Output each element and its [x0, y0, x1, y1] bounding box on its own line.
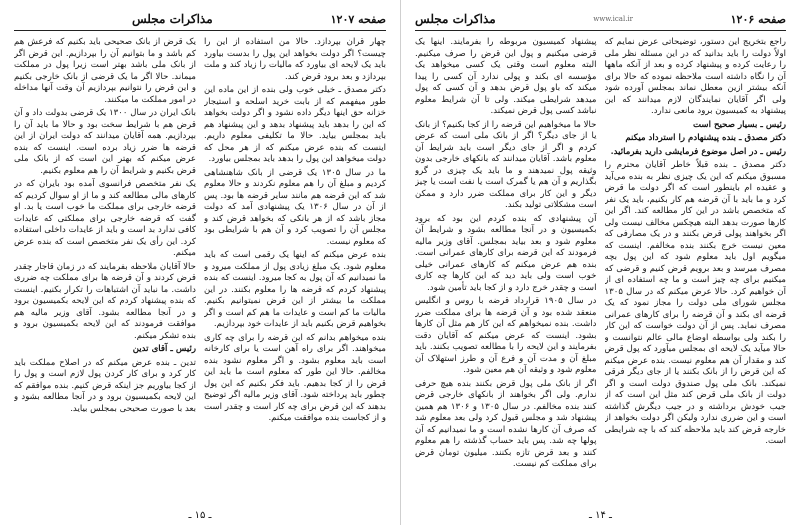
paragraph: دکتر مصدق ـ بنده قبلاً خاطر آقایان محترم را مسبوق میکنم که این یک چیزی نظر به بنده می‌آید و عقیده ام باینطور است که اگر دولت ما قرض کرد و ما باید با آن قرضه هم کار بکنیم، باید یک نفر که متخصص باشد در این کار مطالعه کند. اگر این کارها صورت بدهد البته هیچکس مخالف نیست ولی اگر بخواهند پولی قرض بکنند و در یک مصارفی که معین نیست خرج بکنند بنده مخالفم. اینست که میگویم اول باید معلوم شود که این پول بچه مصرف میرسد و بعد برویم قرض کنیم و قرضی که میکنیم برای چه چیز است و ما چه استفاده ای از آن خواهیم کرد. حالا عرض میکنم که در سال ۱۳۰۵ مجلس شورای ملی دولت را مجاز نمود که یک قرضه ای بکند و آن قرضه را برای کارهای عمرانی مصرف نماید. پس از آن دولت خواست که این کار را بکند ولی بواسطه اوضاع مالی عالم نتوانست و حالا میآید یک لایحه ای بمجلس میآورد که پول قرض کند و مقدار آن هم معلوم نیست. بنده عرض میکنم که این قرض را از بانک بکنند یا از جای دیگر فرقی نمیکند. بانک ملی پول صندوق دولت است و اگر دولت از بانک ملی قرض کند مثل این است که از جیب خودش برداشته و در جیب دیگرش گذاشته است و این ضرری ندارد ولیکن اگر دولت بخواهد از خارجه قرض کند باید ملاحظه کند که با چه شرایطی است. [604, 160, 786, 446]
right-page-site: www.ical.ir [593, 15, 634, 23]
paragraph: حالا آقایان ملاحظه بفرمایند که در زمان قاجار چقدر قرض کردند و آن قرضه ها برای مملکت چه ضرری داشت. ما نباید آن اشتباهات را تکرار بکنیم. اینست که بنده پیشنهاد کردم که این لایحه بکمیسیون برود و در آنجا مطالعه بشود. آقای وزیر مالیه هم موافقت فرمودند که این لایحه بکمیسیون برود و بنده تشکر میکنم. [14, 261, 196, 341]
paragraph: دکتر مصدق ـ خیلی خوب ولی بنده از این ماده این طور میفهمم که از بابت خرید اسلحه و استیجار خزانه حق اینها دیگر داده نشود و اگر دولت بخواهد که این را بدهد باید پیشنهاد بدهد و این پیشنهاد هم باید بمجلس بیاید. حالا ما تکلیفی معلوم داریم. اینست که بنده عرض میکنم که از هر محل که دولت میخواهد این پول را بدهد باید بمجلس بیاورد. [204, 85, 386, 164]
paragraph: بنده میخواهم بدانم که این قرضه را برای چه کاری میخواهند. اگر برای راه آهن است یا برای کارخانه است باید معلوم بشود. و اگر معلوم نشود بنده مخالفم. حالا این طور که معلوم است ما باید این قرض را از کجا بدهیم. باید فکر بکنیم که این پول چطور باید پرداخته شود. آقای وزیر مالیه اگر توضیح بدهند که این قرض برای چه کار است و چقدر است و از کجاست بنده موافقت میکنم. [204, 332, 386, 423]
paragraph: یک نفر متخصص فرانسوی آمده بود بایران که در کارهای مالی مطالعه کند و ما از او سوال کردیم که قرضه خارجی برای مملکت ما خوب است یا بد. او گفت که قرضه خارجی برای مملکتی که عایدات کافی ندارد بد است و باید از عایدات داخلی استفاده کرد. این رأی یک نفر متخصص است که بنده عرض میکنم. [14, 179, 196, 258]
right-page-number: صفحه ۱۲۰۶ [730, 12, 786, 26]
paragraph: ما در سال ۱۳۰۵ یک قرضی از بانک شاهنشاهی کردیم و مبلغ آن را هم معلوم نکردند و حالا معلوم شد که این قرضه هم مانند سایر قرضه ها بود. پس از آن در سال ۱۳۰۶ یک پیشنهادی آمد که دولت مجاز باشد که از هر بانکی که بخواهد قرض کند و مجلس آن را تصویب کرد و آن هم با شرایطی بود که معلوم نیست. [204, 167, 386, 247]
right-page-title: مذاکرات مجلس [415, 12, 496, 26]
paragraph: اگر از بانک ملی پول قرض بکنند بنده هیچ حرفی ندارم. ولی اگر بخواهند از بانکهای خارجی قرض کنند بنده مخالفم. در سال ۱۳۰۵ و ۱۳۰۶ هم همین پیشنهاد شد و مجلس قبول کرد ولی بعد معلوم شد که صرف آن کارها نشده است و ما نمیدانیم که آن پولها چه شد. پس باید حساب گذشته را هم معلوم کنند و بعد قرض تازه بکنند. میلیون تومان قرض برای مملکت کم نیست. [415, 378, 597, 469]
paragraph: آن پیشنهادی که بنده کردم این بود که برود بکمیسیون و در آنجا مطالعه بشود و شرایط آن معلوم شود و بعد بیاید بمجلس. آقای وزیر مالیه فرمودند که این قرضه برای کارهای عمرانی است. بنده هم عرض میکنم که کارهای عمرانی خیلی خوب است ولی باید دید که این کارها چه کاری است و چقدر خرج دارد و از کجا باید تأمین شود. [415, 213, 597, 293]
paragraph: تدین ـ بنده عرض میکنم که در اصلاح مملکت باید کار کرد و برای کار کردن پول لازم است و پول را از کجا بیاوریم جز اینکه قرض کنیم. بنده موافقم که این لایحه بکمیسیون برود و در آنجا مطالعه بشود و بعد با صورت صحیحی بمجلس بیاید. [14, 357, 196, 414]
paragraph: راجع بتخریج این دستور، توضیحاتی عرض نمایم که اولاً دولت را باید بدانید که در این مسئله نظر ملی را رعایت کرده و پیشنهاد کرده و بعد از آنکه ماهها آن را نگاه داشته است ملاحظه نموده که حالا برای آنکه بیشتر ازین معطل نماند بمجلس آورده شود ولی اگر آقایان نمایندگان لازم میدانند که این پیشنهاد به کمیسیون برود مانعی ندارد. [604, 37, 786, 116]
right-page-footer: ـ ۱۴ ـ [589, 510, 612, 521]
paragraph: حالا ما میخواهیم این قرضه را از کجا بکنیم؟ از بانک یا از جای دیگر؟ اگر از بانک ملی است که عرض کردم و اگر از جای دیگر است باید شرایط آن معلوم باشد. آقایان میدانند که بانکهای خارجی بدون وثیقه پول نمیدهند و ما باید یک چیزی در گرو بگذاریم و آن هم یا گمرک است یا نفت است یا چیز دیگر و این کار برای مملکت ضرر دارد و ممکن است مشکلاتی تولید بکند. [415, 119, 597, 210]
paragraph: رئیس ـ در اصل موضوع فرمایشی دارید بفرمائید. [610, 146, 786, 157]
left-page-col-1 [204, 37, 386, 515]
paragraph: بانک ایران در سال ۱۳۰۰ یک قرضی بدولت داد و آن قرض هم با شرایط سخت بود و حالا ما باید آن را بپردازیم. همه آقایان میدانند که دولت ایران از این قرضه ها ضرر زیاد برده است. اینست که بنده عرض میکنم که بهتر این است که از بانک ملی قرض بکنیم و شرایط آن را هم معلوم بکنیم. [14, 108, 196, 176]
paragraph: پیشنهاد کمیسیون مربوطه را بفرمایند. اینها یک قرضی میکنیم و پول این قرض را صرف میکنیم. البته معلوم است وقتی یک کسی میخواهد یک مؤسسه ای بکند و پولی ندارد آن کسی را پیدا میکند که باو پول قرض بدهد و آن کسی که پول میدهد شرایطی میکند. ولی تا آن شرایط معلوم نباشد کسی پول قرض نمیکند. [415, 37, 597, 116]
paragraph: چهار قران بپردازد. حالا من استفاده از این را چیست؟ اگر دولت بخواهد این پول را بدست بیاورد باید یک لایحه ای بیاورد که مالیات را زیاد کند و ملت بپردازد و بعد برود قرض کند. [204, 37, 386, 82]
left-page-number: صفحه ۱۲۰۷ [330, 12, 386, 26]
left-page-header [14, 10, 386, 31]
paragraph: رئیس ـ آقای تدین [132, 344, 196, 354]
right-page [400, 0, 800, 525]
right-page-header [415, 10, 786, 31]
paragraph: بنده عرض میکنم که اینها یک رقمی است که باید معلوم شود. یک مبلغ زیادی پول از مملکت میرود و ما نمیدانیم که آن پول به کجا میرود. اینست که بنده پیشنهاد کردم که قرضه ها را معلوم بکنند. در این مملکت ما بیشتر از این قرض نمیتوانیم بکنیم. مالیات ما کم است و عایدات ما هم کم است و اگر بخواهیم قرض بکنیم باید از عایدات خود بپردازیم. [204, 250, 386, 329]
left-page-footer: ـ ۱۵ ـ [188, 510, 212, 521]
left-page-columns [14, 37, 386, 515]
right-page-columns [415, 37, 786, 515]
paragraph: در سال ۱۹۰۵ قرارداد قرضه با روس و انگلیس منعقد شده بود و آن قرضه ها برای مملکت ضرر داشت. بنده نمیخواهم که این کار هم مثل آن کارها بشود. اینست که عرض میکنم که آقایان دقت بفرمایند و این لایحه را با مطالعه تصویب بکنند. باید مبلغ آن و مدت آن و فرع آن و طرز استهلاک آن معلوم شود و وثیقه آن هم معین شود. [415, 296, 597, 375]
left-page-title: مذاکرات مجلس [131, 12, 213, 26]
paragraph: دکتر مصدق ـ بنده پیشنهادم را استرداد میکنم [625, 133, 786, 143]
right-page-col-2 [415, 37, 597, 515]
right-page-col-1 [605, 37, 787, 515]
paragraph: رئیس ـ بسیار صحیح است [692, 119, 786, 130]
left-page-col-2 [14, 37, 196, 515]
paragraph: یک قرض از بانک صحیحی باید بکنیم که فرعش هم کم باشد و ما بتوانیم آن را بپردازیم. این قرض اگر از بانک ملی باشد بهتر است زیرا پول در مملکت میماند. حالا اگر ما یک قرضی از بانک خارجی بکنیم و این قرض را نتوانیم بپردازیم آن وقت آنها مداخله در امور مملکت ما میکنند. [14, 37, 196, 105]
